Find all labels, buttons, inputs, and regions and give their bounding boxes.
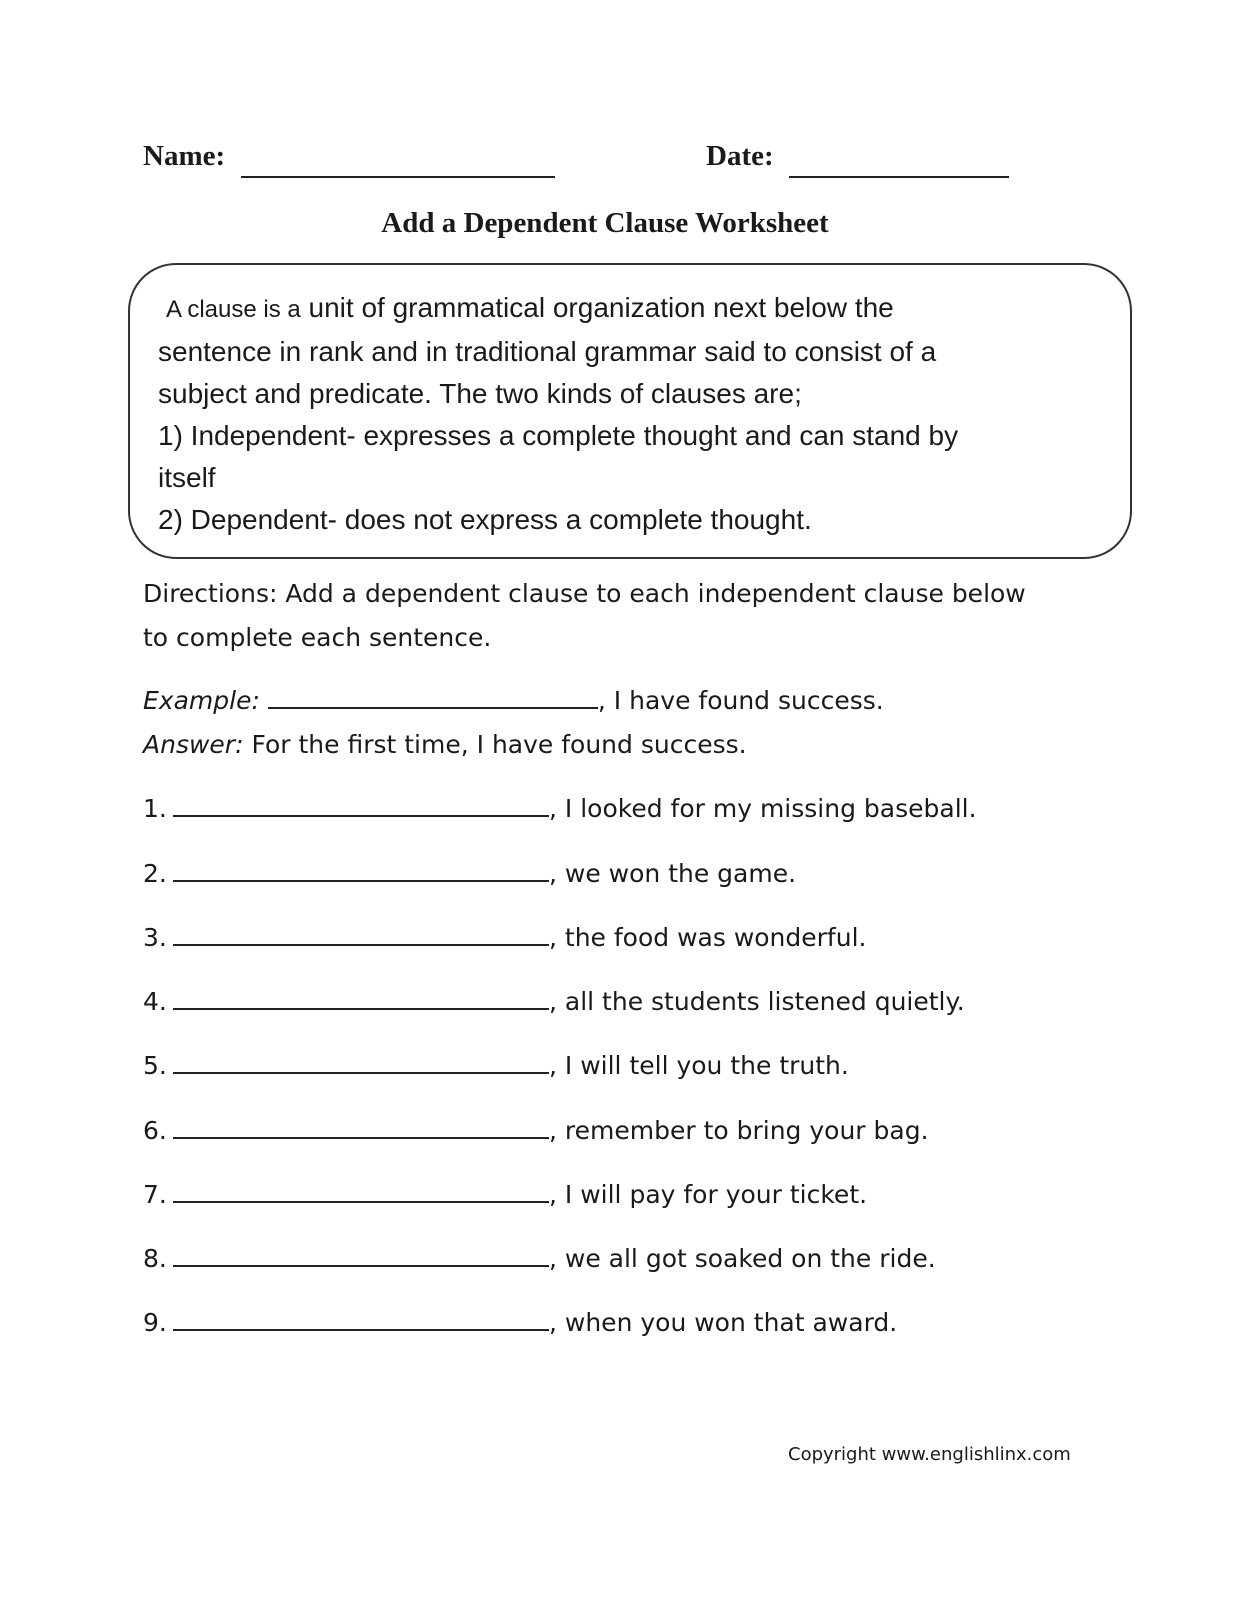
example-blank [268, 683, 598, 709]
definition-text [158, 287, 1100, 541]
list-item [143, 1177, 867, 1213]
header-row [0, 140, 1236, 184]
item-text: , I looked for my missing baseball. [549, 794, 977, 823]
item-text: , I will tell you the truth. [549, 1051, 849, 1080]
item-number: 1. [143, 794, 167, 823]
date-label: Date: [706, 140, 774, 172]
definition-lead: A clause is a [166, 296, 301, 323]
definition-line-4: 1) Independent- expresses a complete thought and can stand by [158, 420, 959, 451]
answer-blank[interactable] [173, 1177, 549, 1203]
answer-blank[interactable] [173, 1241, 549, 1267]
item-text: , all the students listened quietly. [549, 987, 965, 1016]
date-line [789, 176, 1009, 178]
list-item [143, 1241, 936, 1277]
list-item [143, 791, 977, 827]
definition-line-3: subject and predicate. The two kinds of clauses are; [158, 378, 802, 409]
definition-line-1: A clause is a unit of grammatical organization next below the [158, 287, 1100, 331]
name-label: Name: [143, 140, 226, 172]
answer-blank[interactable] [173, 856, 549, 882]
answer-row [143, 727, 747, 763]
item-text: , I will pay for your ticket. [549, 1180, 868, 1209]
directions [143, 572, 1083, 660]
directions-line-1: Directions: Add a dependent clause to each independent clause below [143, 579, 1026, 608]
answer-text: For the first time, I have found success. [243, 730, 747, 759]
definition-line-2: sentence in rank and in traditional grammar said to consist of a [158, 336, 937, 367]
item-number: 8. [143, 1244, 167, 1273]
page-title: Add a Dependent Clause Worksheet [381, 207, 829, 239]
example-row [143, 683, 884, 719]
item-number: 3. [143, 923, 167, 952]
item-number: 7. [143, 1180, 167, 1209]
list-item [143, 984, 965, 1020]
item-number: 4. [143, 987, 167, 1016]
answer-blank[interactable] [173, 1048, 549, 1074]
definition-box [128, 263, 1132, 559]
name-line [241, 176, 555, 178]
answer-blank[interactable] [173, 920, 549, 946]
answer-blank[interactable] [173, 984, 549, 1010]
list-item [143, 920, 866, 956]
answer-blank[interactable] [173, 791, 549, 817]
answer-label: Answer: [143, 730, 244, 759]
item-number: 9. [143, 1308, 167, 1337]
definition-line-5: itself [158, 462, 216, 493]
answer-blank[interactable] [173, 1113, 549, 1139]
list-item [143, 1113, 929, 1149]
definition-line-6: 2) Dependent- does not express a complete thought. [158, 504, 812, 535]
answer-blank[interactable] [173, 1305, 549, 1331]
example-text: , I have found success. [597, 686, 884, 715]
item-number: 6. [143, 1116, 167, 1145]
item-number: 5. [143, 1051, 167, 1080]
directions-line-2: to complete each sentence. [143, 623, 492, 652]
example-label: Example: [143, 686, 260, 715]
copyright-notice: Copyright www.englishlinx.com [788, 1444, 1071, 1465]
list-item [143, 1048, 849, 1084]
item-text: , remember to bring your bag. [549, 1116, 929, 1145]
list-item [143, 1305, 897, 1341]
item-text: , the food was wonderful. [549, 923, 867, 952]
item-number: 2. [143, 859, 167, 888]
list-item [143, 856, 796, 892]
item-text: , we won the game. [549, 859, 797, 888]
item-text: , we all got soaked on the ride. [549, 1244, 936, 1273]
item-text: , when you won that award. [549, 1308, 898, 1337]
